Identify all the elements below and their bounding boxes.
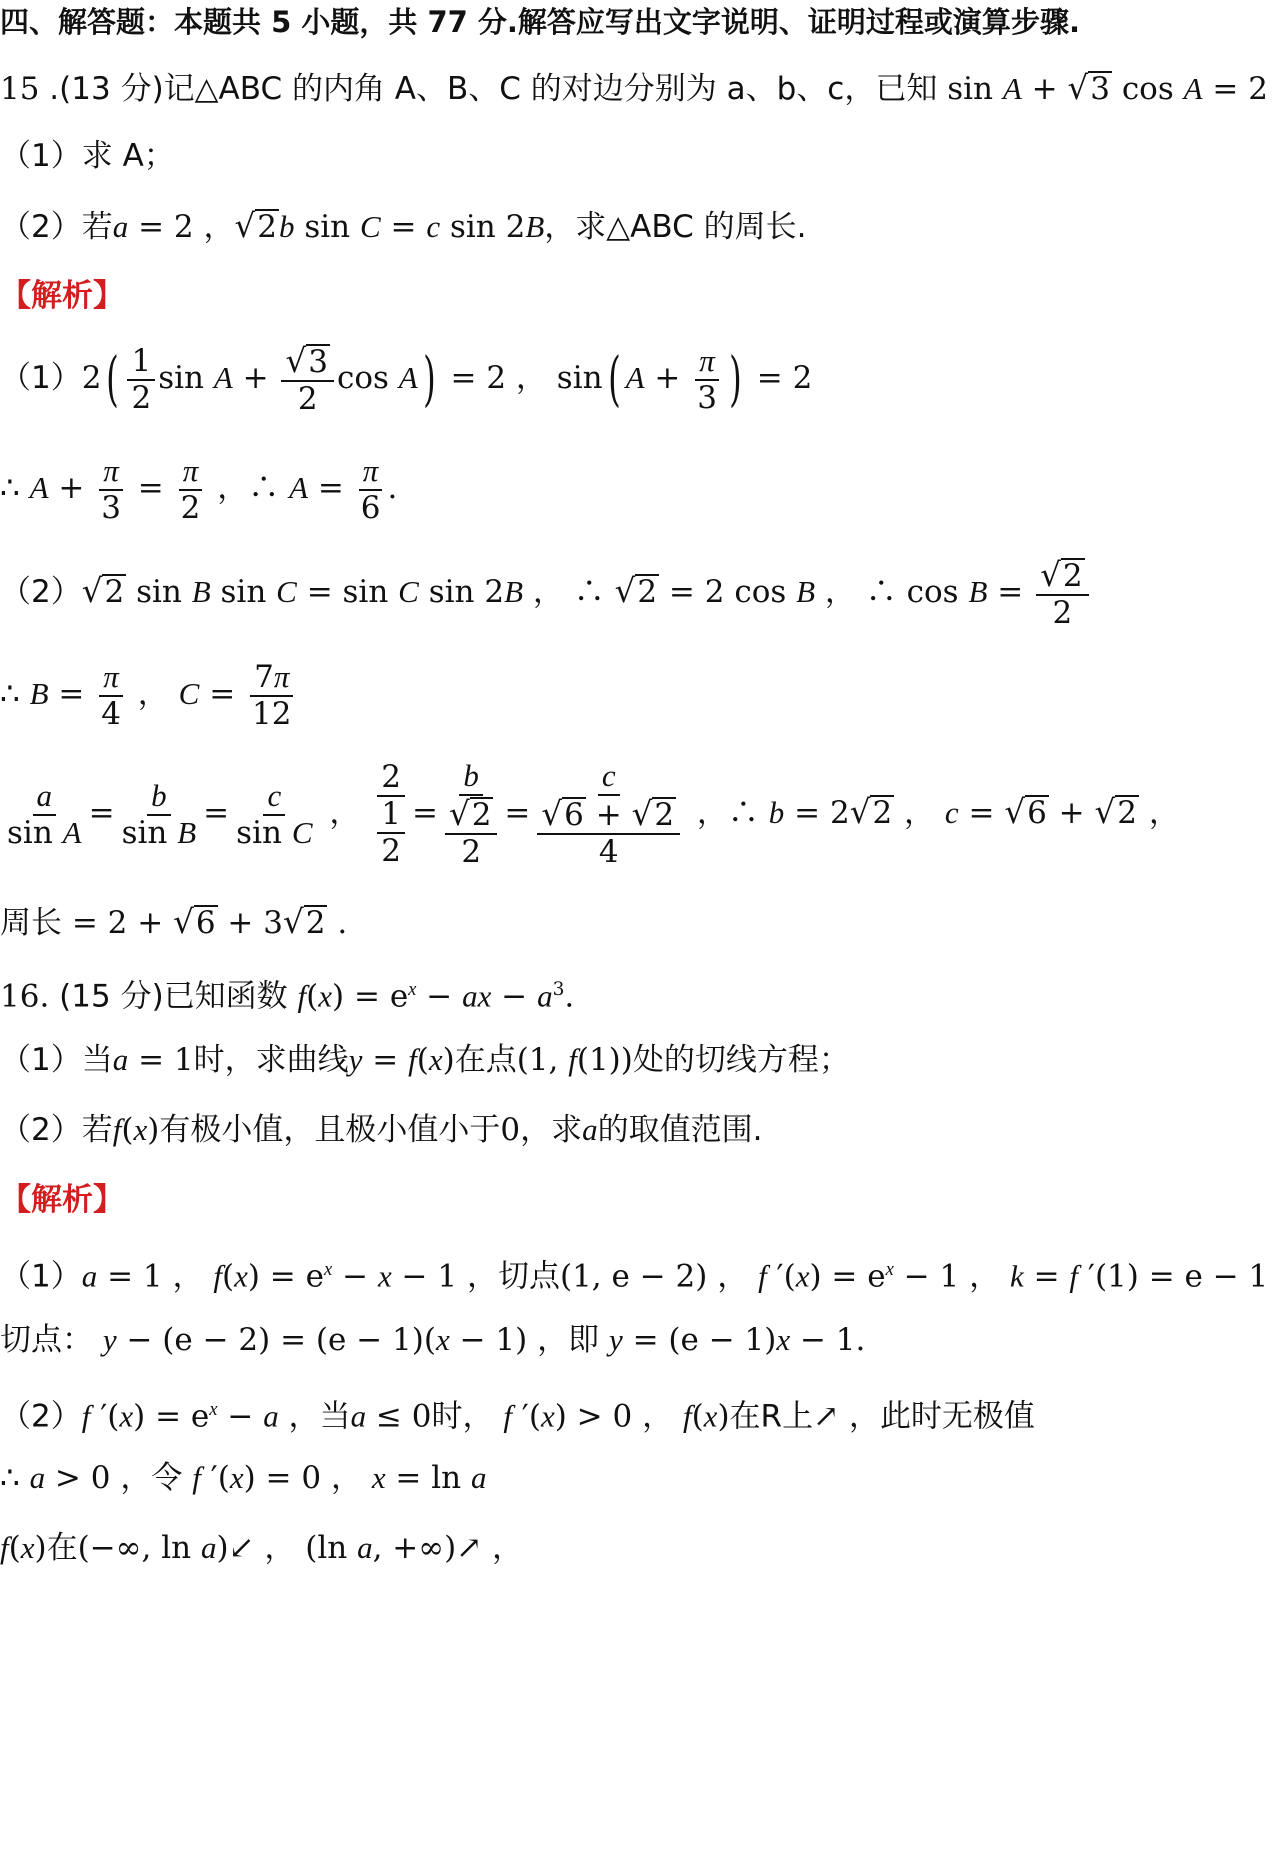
q16-part2: （2）若f(x)有极小值，且极小值小于0，求a的取值范围. xyxy=(0,1112,763,1148)
q16-analysis-label: 【解析】 xyxy=(0,1182,124,1218)
q15-points: 13 分 xyxy=(71,71,152,107)
q15-sol1-line1: （1）2( $\frac{1}{2}$ sin A + $\frac{√3}{2}$ cos A) = 2 ， sin( A + $\frac{\pi}{3}$ ) = 2 xyxy=(0,341,813,417)
q16-points: 15 分 xyxy=(71,978,152,1015)
q15-sol2-line2: ∴ B = $\frac{\pi}{4}$ ， C = $\frac{7\pi}{12}$ xyxy=(0,658,292,732)
q15-perimeter: 周长 = 2 + √6 + 3√2 . xyxy=(0,903,348,941)
q16-stem: 16. (15 分)已知函数 $f(x) = e^x$ − ax − $a^3$. xyxy=(0,978,575,1015)
q16-sol2-line1: （2）f $'(x) = e^x - a$ ，当a ≤ 0时， f ′(x) > 0 ， f(x)在R上↗ ，此时无极值 xyxy=(0,1398,1035,1435)
q16-sol1-line1: （1）a = 1 ， $f(x) = e^x - x - 1$ ，切点(1, e − 2) ， f $'(x) = e^x - 1$ ， k = f ′(1) = e − 1 xyxy=(0,1258,1269,1295)
q16-sol2-line2: ∴ a > 0 ，令 f ′(x) = 0 ， x = ln a xyxy=(0,1460,487,1496)
q15-stem-text: 记△ABC 的内角 A、B、C 的对边分别为 a、b、c，已知 xyxy=(163,71,938,107)
q15-part2: （2）若a = 2 ，√2b sin C = c sin 2B，求△ABC 的周长. xyxy=(0,207,807,245)
q15-sol2-line1: （2）√2 sin B sin C = sin C sin 2B ， ∴ √2 = 2 cos B ， ∴ cos B = $\frac{√2}{2}$ xyxy=(0,548,1092,635)
q15-number: 15 xyxy=(0,71,40,107)
q16-part1: （1）当a = 1时，求曲线y = f(x)在点(1, f(1))处的切线方程； xyxy=(0,1042,850,1078)
q16-sol1-line2: 切点： y − (e − 2) = (e − 1)(x − 1) ，即 y = (e − 1)x − 1. xyxy=(0,1322,866,1358)
q16-sol2-line3: f(x)在(−∞, ln a)↙ ， (ln a, +∞)↗ ， xyxy=(0,1530,523,1566)
q15-part1: （1）求 A； xyxy=(0,138,175,174)
section-header: 四、解答题：本题共 5 小题，共 77 分.解答应写出文字说明、证明过程或演算步骤. xyxy=(0,5,1080,39)
q15-analysis-label: 【解析】 xyxy=(0,278,124,314)
q15-stem: 15 .(13 分)记△ABC 的内角 A、B、C 的对边分别为 a、b、c，已知 sin A + √3 cos A = 2 xyxy=(0,69,1268,107)
q16-number: 16. xyxy=(0,978,50,1015)
q15-sol1-line2: ∴ A + $\frac{\pi}{3}$ = $\frac{\pi}{2}$ ，∴ A = $\frac{\pi}{6}$ . xyxy=(0,452,398,526)
q15-sol2-line3: $\frac{a}{\text{sin A}}$ = $\frac{b}{\text{sin B}}$ = $\frac{c}{\text{sin C}}$ ， $\frac{2}{\frac{1}{2}}$ = $\frac{b}{\frac{√2}{2}}$ = $\frac{c}{\frac{√6 + √2}{4}}$ ，∴ b = 2√2 ， c = √6 + √2 ， xyxy=(7,758,1180,870)
